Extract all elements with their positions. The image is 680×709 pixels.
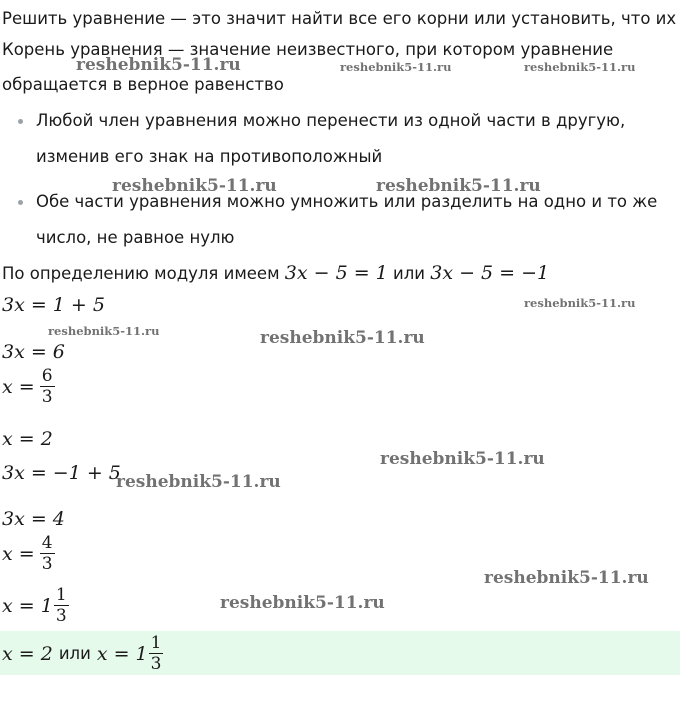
watermark: reshebnik5-11.ru xyxy=(260,328,425,348)
step-3-lhs: x = xyxy=(2,375,35,398)
bullet-dot-1 xyxy=(18,119,23,124)
step-8 xyxy=(2,585,69,626)
step-7-lhs: x = xyxy=(2,542,35,565)
answer xyxy=(2,633,163,674)
watermark: reshebnik5-11.ru xyxy=(76,55,241,75)
step-7-fraction xyxy=(40,533,55,574)
bullet-1-line-1: Любой член уравнения можно перенести из одной части в другую, xyxy=(36,111,626,130)
answer-part-1: x = 2 xyxy=(2,642,53,665)
watermark: reshebnik5-11.ru xyxy=(340,60,452,74)
bullet-2-line-1: Обе части уравнения можно умножить или разделить на одно и то же xyxy=(36,192,658,211)
watermark: reshebnik5-11.ru xyxy=(524,296,636,310)
watermark: reshebnik5-11.ru xyxy=(112,176,277,196)
modulus-intro: По определению модуля имеем xyxy=(2,264,280,283)
answer-numerator: 1 xyxy=(150,633,162,653)
watermark: reshebnik5-11.ru xyxy=(380,449,545,469)
answer-fraction xyxy=(149,633,164,674)
step-3-numerator: 6 xyxy=(41,366,53,386)
step-7-denominator: 3 xyxy=(41,554,53,574)
step-7 xyxy=(2,533,55,574)
watermark: reshebnik5-11.ru xyxy=(116,472,281,492)
answer-part-2: x = 1 xyxy=(96,642,148,665)
intro-line-2: Корень уравнения — значение неизвестного, при котором уравнение xyxy=(2,40,614,59)
bullet-2-line-2: число, не равное нулю xyxy=(36,228,235,247)
watermark: reshebnik5-11.ru xyxy=(376,176,541,196)
step-7-numerator: 4 xyxy=(41,533,53,553)
step-5: 3x = −1 + 5 xyxy=(2,462,121,484)
step-6: 3x = 4 xyxy=(2,508,65,530)
step-8-fraction xyxy=(54,585,69,626)
modulus-or: или xyxy=(393,264,425,283)
step-3-fraction xyxy=(40,366,55,407)
watermark: reshebnik5-11.ru xyxy=(48,324,160,338)
step-4: x = 2 xyxy=(2,428,53,450)
step-8-denominator: 3 xyxy=(55,606,67,626)
intro-line-3: обращается в верное равенство xyxy=(2,75,284,94)
answer-or: или xyxy=(58,644,91,663)
step-3-denominator: 3 xyxy=(41,387,53,407)
watermark: reshebnik5-11.ru xyxy=(220,593,385,613)
step-1: 3x = 1 + 5 xyxy=(2,294,105,316)
step-8-numerator: 1 xyxy=(55,585,67,605)
intro-line-1: Решить уравнение — это значит найти все его корни или установить, что их xyxy=(2,9,677,28)
modulus-line xyxy=(2,262,549,285)
modulus-equation-1: 3x − 5 = 1 xyxy=(284,262,388,284)
step-3 xyxy=(2,366,55,407)
bullet-1-line-2: изменив его знак на противоположный xyxy=(36,147,383,166)
watermark: reshebnik5-11.ru xyxy=(484,568,649,588)
step-8-lhs: x = 1 xyxy=(2,594,53,617)
bullet-dot-2 xyxy=(18,200,23,205)
modulus-equation-2: 3x − 5 = −1 xyxy=(430,262,550,284)
step-2: 3x = 6 xyxy=(2,341,65,363)
answer-denominator: 3 xyxy=(150,654,162,674)
watermark: reshebnik5-11.ru xyxy=(524,60,636,74)
